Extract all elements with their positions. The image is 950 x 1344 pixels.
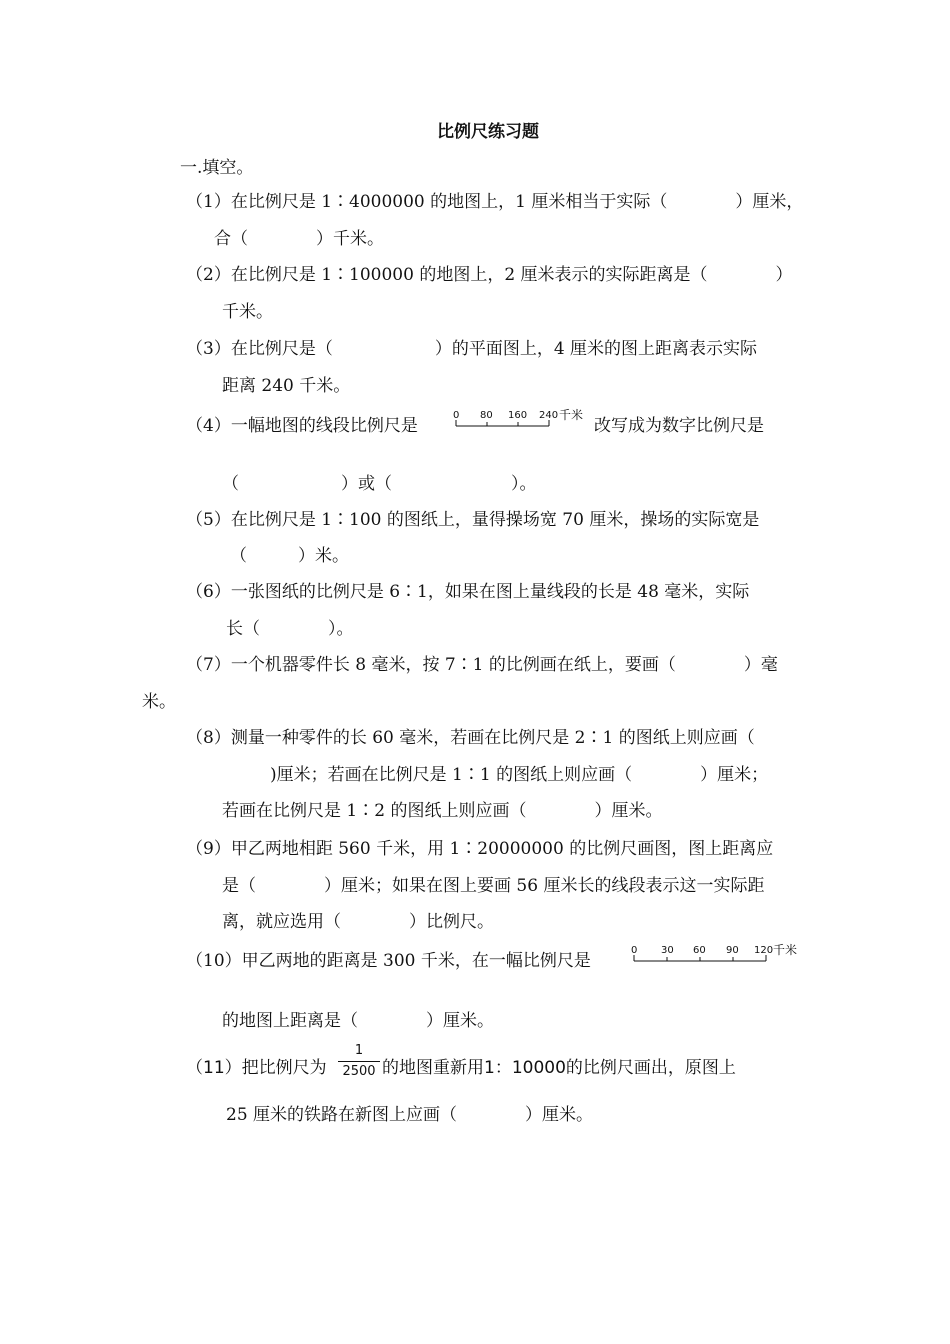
question-11-line-1-cont: 的地图重新用1：10000的比例尺画出，原图上 <box>382 1058 736 1078</box>
question-5-line-2: （ ）米。 <box>230 546 349 566</box>
question-8-line-1: （8）测量一种零件的长 60 毫米，若画在比例尺是 2∶1 的图纸上则应画（ <box>186 728 755 748</box>
question-1-line-2: 合（ ）千米。 <box>214 229 384 249</box>
question-8-line-2: )厘米；若画在比例尺是 1∶1 的图纸上则应画（ ）厘米； <box>270 765 769 785</box>
question-2-line-1: （2）在比例尺是 1∶100000 的地图上，2 厘米表示的实际距离是（ ） <box>186 265 793 285</box>
question-9-line-3: 离，就应选用（ ）比例尺。 <box>222 912 494 932</box>
scale-1-label-0: 0 <box>453 410 460 421</box>
scale-1-label-1: 80 <box>480 410 493 421</box>
question-4-line-1: （4）一幅地图的线段比例尺是 <box>186 416 418 436</box>
scale-1-unit: 千米 <box>559 408 584 422</box>
scale-2-label-3: 90 <box>726 945 739 956</box>
question-11-line-2: 25 厘米的铁路在新图上应画（ ）厘米。 <box>226 1105 594 1125</box>
section-heading: 一.填空。 <box>180 158 254 178</box>
question-9-line-2: 是（ ）厘米；如果在图上要画 56 厘米长的线段表示这一实际距 <box>222 876 765 896</box>
question-4-line-1-cont: 改写成为数字比例尺是 <box>594 416 764 436</box>
scale-2-label-0: 0 <box>631 945 638 956</box>
question-6-line-1: （6）一张图纸的比例尺是 6∶1，如果在图上量线段的长是 48 毫米，实际 <box>186 582 750 602</box>
scale-2-label-1: 30 <box>661 945 674 956</box>
question-3-line-1: （3）在比例尺是（ ）的平面图上，4 厘米的图上距离表示实际 <box>186 339 758 359</box>
fraction-scale <box>338 1043 380 1080</box>
question-9-line-1: （9）甲乙两地相距 560 千米，用 1∶20000000 的比例尺画图，图上距离应 <box>186 839 774 859</box>
fraction-denominator: 2500 <box>342 1064 376 1079</box>
question-7-line-1: （7）一个机器零件长 8 毫米，按 7∶1 的比例画在纸上，要画（ ）毫 <box>186 655 778 675</box>
line-scale-1 <box>448 406 593 434</box>
question-10-line-1: （10）甲乙两地的距离是 300 千米，在一幅比例尺是 <box>186 951 591 971</box>
fraction-numerator: 1 <box>354 1043 364 1058</box>
question-4-line-2: （ ）或（ ）。 <box>222 474 537 494</box>
question-10-line-2: 的地图上距离是（ ）厘米。 <box>222 1011 494 1031</box>
question-2-line-2: 千米。 <box>222 302 273 322</box>
line-scale-2 <box>626 941 806 969</box>
question-3-line-2: 距离 240 千米。 <box>222 376 351 396</box>
question-7-line-2: 米。 <box>142 692 176 712</box>
question-11-line-1: （11）把比例尺为 <box>186 1058 327 1078</box>
scale-2-unit: 千米 <box>773 943 798 957</box>
fraction-bar <box>338 1061 380 1062</box>
question-6-line-2: 长（ ）。 <box>226 619 354 639</box>
page-title: 比例尺练习题 <box>437 122 539 142</box>
scale-1-label-2: 160 <box>508 410 528 421</box>
question-5-line-1: （5）在比例尺是 1∶100 的图纸上，量得操场宽 70 厘米，操场的实际宽是 <box>186 510 760 530</box>
scale-2-label-4: 120 <box>754 945 774 956</box>
scale-1-label-3: 240 <box>539 410 559 421</box>
question-1-line-1: （1）在比例尺是 1∶4000000 的地图上，1 厘米相当于实际（ ）厘米， <box>186 192 804 212</box>
question-8-line-3: 若画在比例尺是 1∶2 的图纸上则应画（ ）厘米。 <box>222 801 663 821</box>
scale-2-label-2: 60 <box>693 945 706 956</box>
